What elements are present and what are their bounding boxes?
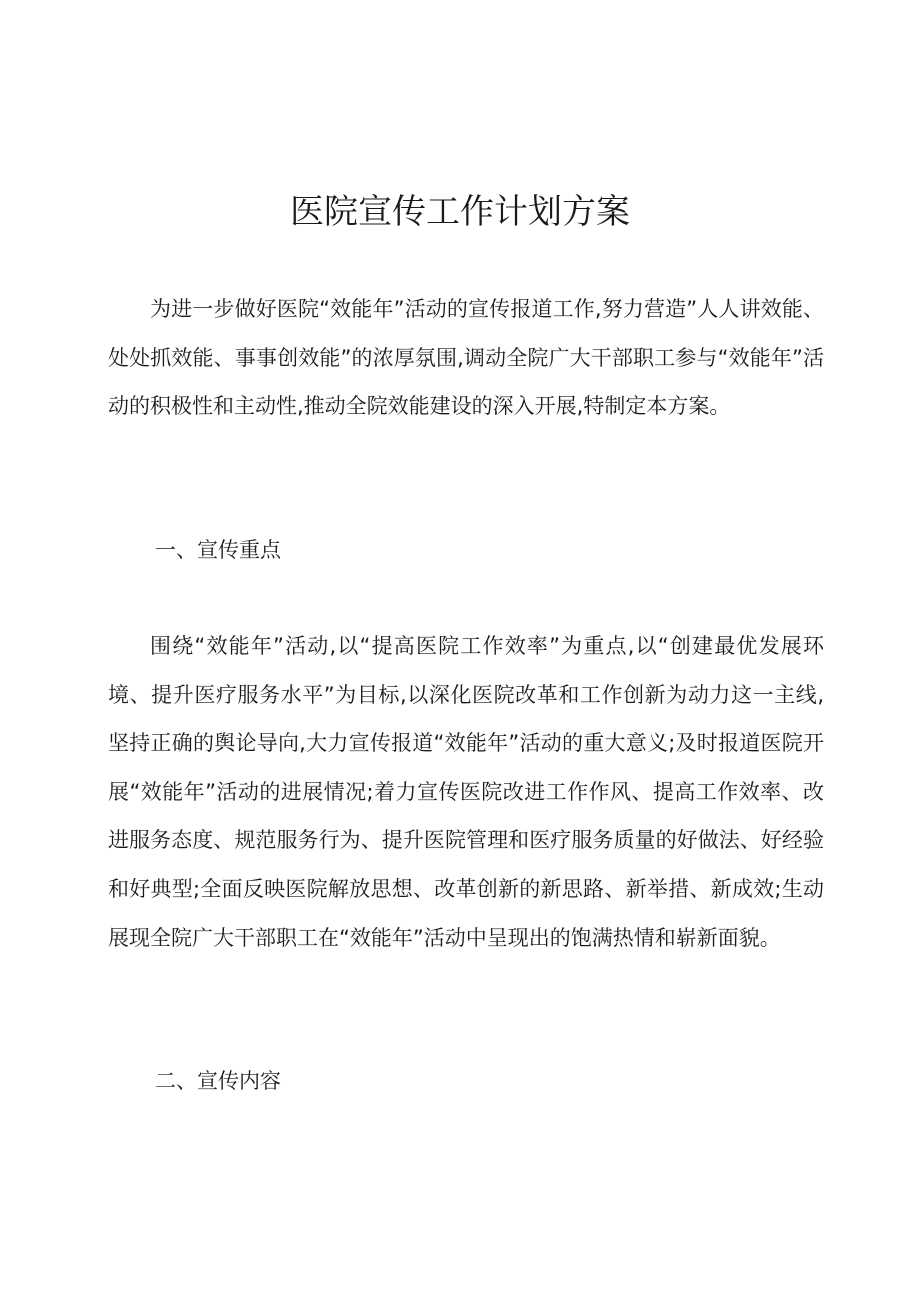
section-heading-focus: 一、宣传重点	[155, 538, 281, 562]
section-body-focus: 围绕“效能年”活动,以“提高医院工作效率”为重点,以“创建最优发展环境、提升医疗服务水平”为目标,以深化医院改革和工作创新为动力这一主线,坚持正确的舆论导向,大力宣传报道“效能年”活动的重大意义;及时报道医院开展“效能年”活动的进展情况;着力宣传医院改进工作作风、提高工作效率、改进服务态度、规范服务行为、提升医院管理和医疗服务质量的好做法、好经验和好典型;全面反映医院解放思想、改革创新的新思路、新举措、新成效;生动展现全院广大干部职工在“效能年”活动中呈现出的饱满热情和崭新面貌。	[108, 634, 824, 950]
section-heading-content: 二、宣传内容	[155, 1069, 281, 1093]
intro-paragraph: 为进一步做好医院“效能年”活动的宣传报道工作,努力营造”人人讲效能、处处抓效能、事事创效能”的浓厚氛围,调动全院广大干部职工参与“效能年”活动的积极性和主动性,推动全院效能建设的深入开展,特制定本方案。	[108, 297, 824, 419]
document-title: 医院宣传工作计划方案	[290, 192, 630, 232]
